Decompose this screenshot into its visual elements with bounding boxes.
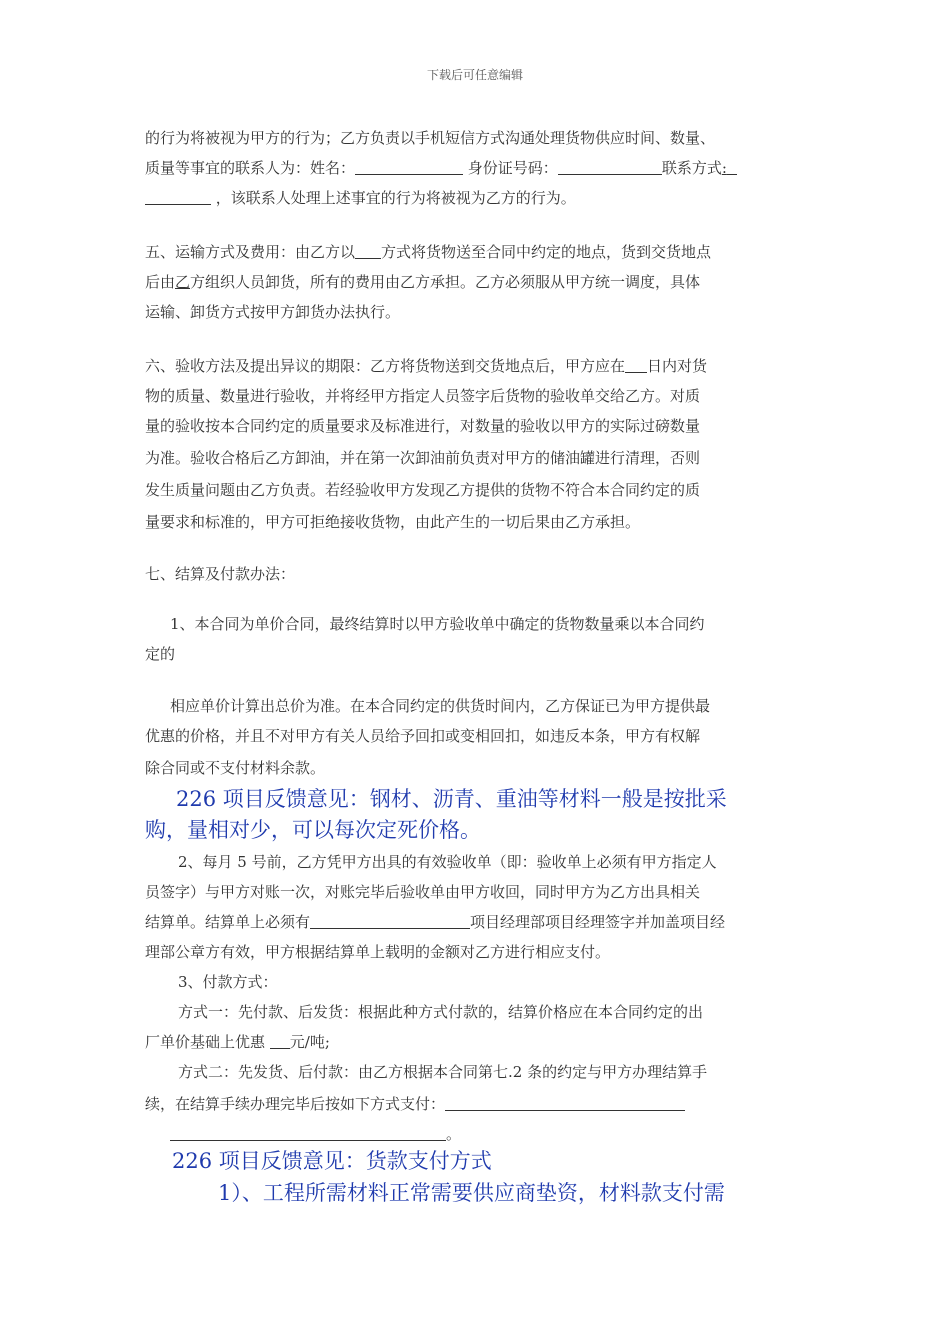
p7-method2-line-2 xyxy=(145,1094,785,1114)
p4-name-label: 质量等事宜的联系人为：姓名： xyxy=(145,159,356,177)
p6-line-4: 为准。验收合格后乙方卸油，并在第一次卸油前负责对甲方的储油罐进行清理，否则 xyxy=(145,449,701,467)
p7-item1-line-1: 1、本合同为单价合同，最终结算时以甲方验收单中确定的货物数量乘以本合同约 xyxy=(170,615,705,633)
p5-line-1-b: 方式将货物送至合同中约定的地点，货到交货地点 xyxy=(381,243,712,261)
p4-colon: : xyxy=(721,159,727,177)
p7-method1-line-1: 方式一：先付款、后发货：根据此种方式付款的，结算价格应在本合同约定的出 xyxy=(178,1003,704,1021)
p7-item2-line-3-b: 项目经理部项目经理签字并加盖项目经 xyxy=(470,913,726,931)
p7-item1-line-2: 定的 xyxy=(145,645,176,663)
p4-line-2 xyxy=(145,158,785,178)
p7-title: 七、结算及付款办法： xyxy=(145,565,296,583)
name-blank xyxy=(355,160,463,175)
p4-line-1: 的行为将被视为甲方的行为；乙方负责以手机短信方式沟通处理货物供应时间、数量、 xyxy=(145,129,716,147)
p7-item2-line-3 xyxy=(145,912,785,932)
p5-line-2-a: 后由 xyxy=(145,273,176,291)
p6-line-5: 发生质量问题由乙方负责。若经验收甲方发现乙方提供的货物不符合本合同约定的质 xyxy=(145,481,701,499)
p7-item1-line-4: 优惠的价格，并且不对甲方有关人员给予回扣或变相回扣，如违反本条，甲方有权解 xyxy=(145,727,701,745)
p6-line-1-b: 日内对货 xyxy=(647,357,708,375)
p5-line-3: 运输、卸货方式按甲方卸货办法执行。 xyxy=(145,303,401,321)
p5-line-2-c: 方组织人员卸货，所有的费用由乙方承担。乙方必须服从甲方统一调度，具体 xyxy=(190,273,701,291)
p4-contact-label: 联系方式 xyxy=(661,159,722,177)
p6-line-1-a: 六、验收方法及提出异议的期限：乙方将货物送到交货地点后，甲方应在 xyxy=(145,357,626,375)
p7-method1-line-2-a: 厂单价基础上优惠 xyxy=(145,1033,270,1051)
p7-method1-unit: 元/吨; xyxy=(289,1033,330,1051)
payment-method-blank xyxy=(445,1096,685,1111)
p4-line-3 xyxy=(145,188,785,208)
feedback-1-line-1: 226 项目反馈意见：钢材、沥青、重油等材料一般是按批采 xyxy=(176,787,727,811)
p5-line-1 xyxy=(145,242,785,262)
feedback-2-line-1: 226 项目反馈意见：货款支付方式 xyxy=(172,1149,492,1173)
p7-item2-line-4: 理部公章方有效，甲方根据结算单上载明的金额对乙方进行相应支付。 xyxy=(145,943,611,961)
p7-method2-period: 。 xyxy=(446,1125,462,1143)
p4-id-label: 身份证号码： xyxy=(467,159,558,177)
p7-item2-line-1: 2、每月 5 号前，乙方凭甲方出具的有效验收单（即：验收单上必须有甲方指定人 xyxy=(178,853,717,871)
inspection-days-blank xyxy=(625,358,647,373)
p7-method2-line-3 xyxy=(170,1124,810,1144)
p5-party-b-underlined: 乙 xyxy=(175,273,191,291)
p6-line-6: 量要求和标准的，甲方可拒绝接收货物，由此产生的一切后果由乙方承担。 xyxy=(145,513,641,531)
contact-blank-start xyxy=(727,160,737,175)
discount-blank xyxy=(270,1034,290,1049)
p4-line-3-text: ，该联系人处理上述事宜的行为将被视为乙方的行为。 xyxy=(215,189,576,207)
page-header: 下载后可任意编辑 xyxy=(426,68,523,82)
p6-line-1 xyxy=(145,356,785,376)
p7-method1-line-2 xyxy=(145,1032,785,1052)
p7-item2-line-2: 员签字）与甲方对账一次，对账完毕后验收单由甲方收回，同时甲方为乙方出具相关 xyxy=(145,883,701,901)
id-number-blank xyxy=(558,160,662,175)
p7-method2-line-2-text: 续，在结算手续办理完毕后按如下方式支付： xyxy=(145,1095,446,1113)
p5-line-1-a: 五、运输方式及费用：由乙方以 xyxy=(145,243,356,261)
project-dept-blank xyxy=(310,914,470,929)
p7-method2-line-1: 方式二：先发货、后付款：由乙方根据本合同第七.2 条的约定与甲方办理结算手 xyxy=(178,1063,708,1081)
contact-blank xyxy=(145,190,211,205)
p6-line-3: 量的验收按本合同约定的质量要求及标准进行，对数量的验收以甲方的实际过磅数量 xyxy=(145,417,701,435)
p7-item3: 3、付款方式： xyxy=(178,973,278,991)
p7-item1-line-5: 除合同或不支付材料余款。 xyxy=(145,759,326,777)
p7-item2-line-3-a: 结算单。结算单上必须有 xyxy=(145,913,311,931)
feedback-1-line-2: 购，量相对少，可以每次定死价格。 xyxy=(145,818,481,842)
p6-line-2: 物的质量、数量进行验收，并将经甲方指定人员签字后货物的验收单交给乙方。对质 xyxy=(145,387,701,405)
feedback-2-line-2: 1）、工程所需材料正常需要供应商垫资，材料款支付需 xyxy=(218,1181,725,1205)
payment-method-blank-2 xyxy=(170,1126,446,1141)
p7-item1-line-3: 相应单价计算出总价为准。在本合同约定的供货时间内，乙方保证已为甲方提供最 xyxy=(170,697,711,715)
transport-method-blank xyxy=(355,244,381,259)
p5-line-2 xyxy=(145,272,785,292)
